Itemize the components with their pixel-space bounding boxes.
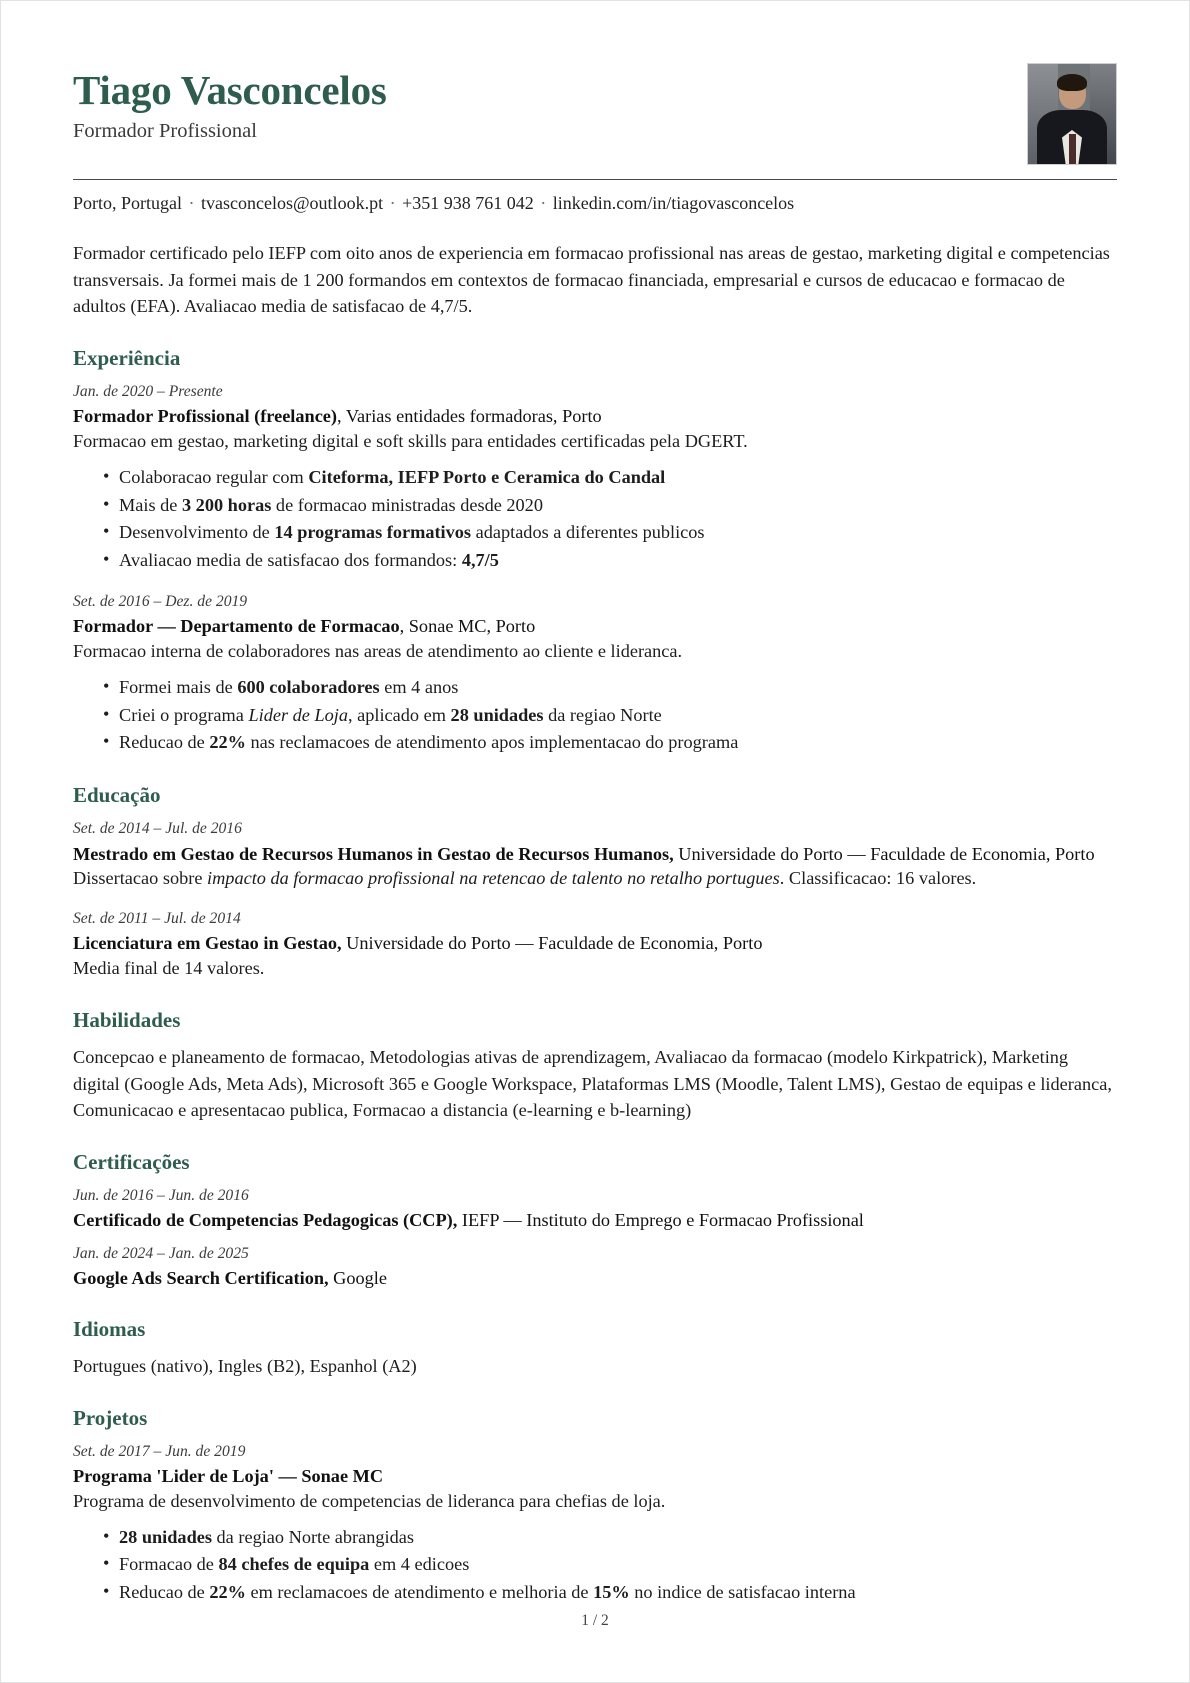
avatar	[1027, 63, 1117, 165]
entry-bullet-list	[73, 1524, 1117, 1607]
certification-issuer: IEFP — Instituto do Emprego e Formacao Profissional	[457, 1209, 864, 1230]
entry-bullet-list	[73, 464, 1117, 575]
entry-role: Formador Profissional (freelance)	[73, 406, 338, 427]
list-item	[103, 492, 1117, 520]
bullet-text: Criei o programa	[119, 704, 249, 725]
bullet-emphasis: 22%	[209, 732, 246, 753]
section-experience	[73, 346, 1117, 757]
bullet-text-tail: nas reclamacoes de atendimento apos implementacao do programa	[245, 732, 739, 753]
list-item	[103, 702, 1117, 730]
list-item	[103, 547, 1117, 575]
bullet-text-mid: em reclamacoes de atendimento e melhoria de	[245, 1582, 594, 1603]
project-entry	[73, 1442, 1117, 1607]
bullet-text: Reducao de	[119, 732, 210, 753]
experience-entry	[73, 592, 1117, 757]
bullet-text-tail: em 4 anos	[379, 676, 459, 697]
bullet-emphasis: 28 unidades	[119, 1526, 212, 1547]
section-projects	[73, 1406, 1117, 1607]
note-text-tail: . Classificacao: 16 valores.	[779, 868, 977, 889]
entry-title	[73, 404, 1117, 429]
bullet-text: Reducao de	[119, 1582, 210, 1603]
bullet-text: Formacao de	[119, 1554, 219, 1575]
certification-name: Certificado de Competencias Pedagogicas (CCP),	[73, 1209, 458, 1230]
entry-date: Jun. de 2016 – Jun. de 2016	[73, 1186, 249, 1204]
contact-separator-3: ·	[540, 193, 547, 213]
bullet-text-tail: da regiao Norte abrangidas	[211, 1526, 414, 1547]
summary-paragraph: Formador certificado pelo IEFP com oito anos de experiencia em formacao profissional nas areas de gestao, marketing digital e competencias transversais. Ja formei mais de 1 200 formandos em contextos de formacao financiada, empresarial e cursos de educacao e formacao de adultos (EFA). Avaliacao media de satisfacao de 4,7/5.	[73, 243, 1110, 317]
bullet-text: Formei mais de	[119, 676, 238, 697]
contact-email[interactable]: tvasconcelos@outlook.pt	[201, 193, 384, 213]
project-name: Programa 'Lider de Loja' — Sonae MC	[73, 1466, 384, 1487]
header-divider	[73, 179, 1117, 180]
languages-text: Portugues (nativo), Ingles (B2), Espanhol (A2)	[73, 1356, 417, 1377]
bullet-text-tail: de formacao ministradas desde 2020	[271, 494, 543, 515]
page-footer	[1, 1612, 1189, 1630]
contact-separator-1: ·	[188, 193, 195, 213]
resume-header	[73, 63, 1117, 165]
contact-location: Porto, Portugal	[73, 193, 183, 213]
entry-date: Jan. de 2020 – Presente	[73, 383, 223, 401]
bullet-text-tail: em 4 edicoes	[369, 1554, 470, 1575]
resume-sheet	[1, 1, 1189, 1607]
note-text: Media final de 14 valores.	[73, 958, 265, 979]
bullet-text: Avaliacao media de satisfacao dos formandos:	[119, 550, 462, 571]
certification-name: Google Ads Search Certification,	[73, 1268, 329, 1289]
bullet-text-tail: da regiao Norte	[543, 704, 662, 725]
certification-issuer: Google	[328, 1268, 387, 1289]
list-item	[103, 1551, 1117, 1579]
bullet-emphasis: 3 200 horas	[181, 494, 272, 515]
entry-date: Set. de 2016 – Dez. de 2019	[73, 592, 248, 610]
section-heading-experience: Experiência	[73, 345, 181, 370]
entry-title	[73, 931, 1117, 956]
section-certifications	[73, 1150, 1117, 1291]
degree-name: Mestrado em Gestao de Recursos Humanos in Gestao de Recursos Humanos,	[73, 843, 674, 864]
contact-line	[73, 191, 1117, 215]
bullet-text: Colaboracao regular com	[119, 466, 309, 487]
entry-description: Formacao interna de colaboradores nas areas de atendimento ao cliente e lideranca.	[73, 641, 683, 662]
list-item	[103, 464, 1117, 492]
entry-description	[73, 866, 1117, 892]
photo-hair	[1057, 74, 1087, 91]
bullet-text-mid: , aplicado em	[348, 704, 451, 725]
bullet-emphasis-2: 15%	[593, 1582, 630, 1603]
bullet-emphasis: Citeforma, IEFP Porto e Ceramica do Candal	[308, 466, 666, 487]
entry-description: Formacao em gestao, marketing digital e soft skills para entidades certificadas pela DGERT.	[73, 431, 748, 452]
contact-separator-2: ·	[389, 193, 396, 213]
bullet-text-tail: no indice de satisfacao interna	[629, 1582, 856, 1603]
entry-title	[73, 1464, 1117, 1489]
page-title: Tiago Vasconcelos	[73, 67, 387, 113]
school-name: Universidade do Porto — Faculdade de Economia, Porto	[341, 933, 763, 954]
bullet-emphasis: 28 unidades	[450, 704, 544, 725]
photo-tie	[1069, 134, 1076, 164]
professional-headline: Formador Profissional	[73, 120, 257, 143]
skills-text: Concepcao e planeamento de formacao, Metodologias ativas de aprendizagem, Avaliacao da formacao (modelo Kirkpatrick), Marketing digital (Google Ads, Meta Ads), Microsoft 365 e Google Workspace, Plataformas LMS (Moodle, Talent LMS), Gestao de equipas e lideranca, Comunicacao e apresentacao publica, Formacao a distancia (e-learning e b-learning)	[73, 1046, 1112, 1121]
entry-bullet-list	[73, 674, 1117, 757]
entry-description	[73, 956, 1117, 982]
note-italic: impacto da formacao profissional na retencao de talento no retalho portugues	[207, 868, 780, 889]
bullet-text: Desenvolvimento de	[119, 522, 275, 543]
entry-role: Formador — Departamento de Formacao	[73, 616, 400, 637]
note-text: Dissertacao sobre	[73, 868, 208, 889]
list-item	[103, 1524, 1117, 1552]
bullet-emphasis: 84 chefes de equipa	[218, 1554, 370, 1575]
bullet-text: Mais de	[119, 494, 182, 515]
certification-entry	[73, 1186, 1117, 1233]
bullet-emphasis: 22%	[209, 1582, 246, 1603]
section-heading-certifications: Certificações	[73, 1149, 190, 1174]
entry-title	[73, 614, 1117, 639]
school-name: Universidade do Porto — Faculdade de Economia, Porto	[673, 843, 1095, 864]
bullet-emphasis: 600 colaboradores	[237, 676, 380, 697]
entry-date: Jan. de 2024 – Jan. de 2025	[73, 1244, 249, 1262]
header-text-block	[73, 63, 1027, 144]
contact-phone[interactable]: +351 938 761 042	[402, 193, 534, 213]
section-skills	[73, 1008, 1117, 1124]
contact-linkedin[interactable]: linkedin.com/in/tiagovasconcelos	[552, 193, 795, 213]
experience-entry	[73, 382, 1117, 575]
section-heading-languages: Idiomas	[73, 1317, 146, 1341]
section-heading-skills: Habilidades	[73, 1007, 181, 1032]
entry-date: Set. de 2011 – Jul. de 2014	[73, 910, 241, 928]
section-education	[73, 783, 1117, 982]
bullet-emphasis: 4,7/5	[461, 550, 499, 571]
bullet-text-tail: adaptados a diferentes publicos	[471, 522, 705, 543]
entry-org: , Varias entidades formadoras, Porto	[337, 406, 602, 427]
entry-title	[73, 1208, 1117, 1233]
section-heading-education: Educação	[73, 783, 161, 808]
entry-date: Set. de 2017 – Jun. de 2019	[73, 1442, 246, 1460]
entry-org: , Sonae MC, Porto	[399, 616, 536, 637]
bullet-emphasis: 14 programas formativos	[274, 522, 472, 543]
entry-description: Programa de desenvolvimento de competencias de lideranca para chefias de loja.	[73, 1491, 666, 1512]
section-heading-projects: Projetos	[73, 1405, 148, 1430]
entry-title	[73, 842, 1117, 867]
entry-title	[73, 1266, 1117, 1291]
list-item	[103, 674, 1117, 702]
certification-entry	[73, 1244, 1117, 1291]
page-number: 1 / 2	[581, 1612, 609, 1629]
education-entry	[73, 819, 1117, 892]
list-item	[103, 729, 1117, 757]
education-entry	[73, 909, 1117, 982]
list-item	[103, 1579, 1117, 1607]
degree-name: Licenciatura em Gestao in Gestao,	[73, 933, 342, 954]
bullet-italic: Lider de Loja	[248, 704, 348, 725]
section-languages	[73, 1317, 1117, 1380]
list-item	[103, 519, 1117, 547]
entry-date: Set. de 2014 – Jul. de 2016	[73, 820, 242, 838]
